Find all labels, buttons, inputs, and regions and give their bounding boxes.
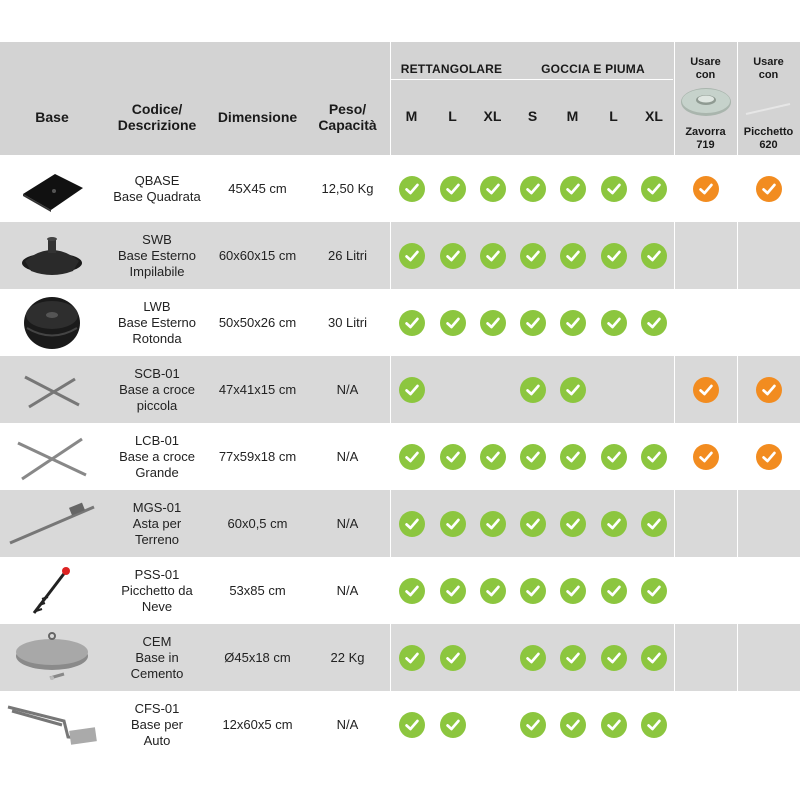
use-picchetto-title: Usare con <box>753 56 784 81</box>
large-cross-base-icon <box>0 423 104 490</box>
snow-spike-icon <box>0 557 104 624</box>
green-check-icon <box>399 310 425 336</box>
header-peso: Peso/ Capacità <box>318 101 377 133</box>
green-check-icon <box>560 243 586 269</box>
group-divider <box>390 79 673 80</box>
cell-dimensione: 53x85 cm <box>229 582 286 598</box>
car-base-icon <box>0 691 104 758</box>
green-check-icon <box>560 310 586 336</box>
square-base-icon <box>0 155 104 222</box>
green-check-icon <box>641 243 667 269</box>
green-check-icon <box>480 511 506 537</box>
green-check-icon <box>520 578 546 604</box>
green-check-icon <box>399 377 425 403</box>
green-check-icon <box>440 712 466 738</box>
orange-check-icon <box>693 377 719 403</box>
green-check-icon <box>440 578 466 604</box>
green-check-icon <box>520 377 546 403</box>
cell-codice: MGS-01 Asta per Terreno <box>132 499 182 547</box>
green-check-icon <box>399 176 425 202</box>
green-check-icon <box>520 176 546 202</box>
use-zavorra-product: Zavorra 719 <box>685 126 726 151</box>
cell-dimensione: 60x60x15 cm <box>218 247 297 263</box>
green-check-icon <box>520 511 546 537</box>
zavorra-ring-icon <box>680 86 732 118</box>
header-base: Base <box>35 109 69 125</box>
cell-peso: 12,50 Kg <box>321 180 374 196</box>
green-check-icon <box>560 444 586 470</box>
green-check-icon <box>440 176 466 202</box>
green-check-icon <box>641 511 667 537</box>
cell-dimensione: 77x59x18 cm <box>218 448 297 464</box>
green-check-icon <box>641 310 667 336</box>
green-check-icon <box>440 645 466 671</box>
cell-peso: 26 Litri <box>327 247 368 263</box>
green-check-icon <box>560 645 586 671</box>
cell-peso: N/A <box>336 381 359 397</box>
green-check-icon <box>641 578 667 604</box>
table-header <box>0 42 800 155</box>
green-check-icon <box>601 511 627 537</box>
use-picchetto-product: Picchetto 620 <box>743 126 794 151</box>
table-row <box>0 155 800 222</box>
cell-codice: PSS-01 Picchetto da Neve <box>121 566 193 614</box>
green-check-icon <box>601 578 627 604</box>
size-header-goccia-s: S <box>527 108 538 124</box>
cell-peso: N/A <box>336 515 359 531</box>
size-header-rett-l: L <box>448 108 457 124</box>
green-check-icon <box>520 645 546 671</box>
use-zavorra-title: Usare con <box>690 56 721 81</box>
cell-codice: SCB-01 Base a croce piccola <box>119 365 195 413</box>
green-check-icon <box>399 243 425 269</box>
table-row <box>0 557 800 624</box>
header-dimensione: Dimensione <box>217 109 298 125</box>
group-rettangolare: RETTANGOLARE <box>400 62 503 76</box>
green-check-icon <box>601 310 627 336</box>
green-check-icon <box>560 377 586 403</box>
round-water-base-icon <box>0 289 104 356</box>
green-check-icon <box>440 511 466 537</box>
cell-peso: N/A <box>336 582 359 598</box>
orange-check-icon <box>756 176 782 202</box>
cell-dimensione: 12x60x5 cm <box>222 716 293 732</box>
table-row <box>0 624 800 691</box>
small-cross-base-icon <box>0 356 104 423</box>
table-row <box>0 356 800 423</box>
green-check-icon <box>601 243 627 269</box>
green-check-icon <box>520 310 546 336</box>
green-check-icon <box>560 176 586 202</box>
green-check-icon <box>641 712 667 738</box>
green-check-icon <box>399 712 425 738</box>
green-check-icon <box>641 176 667 202</box>
green-check-icon <box>520 243 546 269</box>
cell-peso: 22 Kg <box>330 649 365 665</box>
green-check-icon <box>601 712 627 738</box>
orange-check-icon <box>756 444 782 470</box>
cell-dimensione: Ø45x18 cm <box>224 649 291 665</box>
cell-dimensione: 60x0,5 cm <box>227 515 288 531</box>
cell-peso: N/A <box>336 716 359 732</box>
green-check-icon <box>641 645 667 671</box>
size-header-rett-xl: XL <box>483 108 502 124</box>
size-header-goccia-xl: XL <box>645 108 663 124</box>
green-check-icon <box>440 310 466 336</box>
green-check-icon <box>399 578 425 604</box>
green-check-icon <box>480 444 506 470</box>
cell-peso: 30 Litri <box>327 314 368 330</box>
green-check-icon <box>480 310 506 336</box>
green-check-icon <box>601 176 627 202</box>
green-check-icon <box>399 444 425 470</box>
cement-base-icon <box>0 624 104 691</box>
green-check-icon <box>440 243 466 269</box>
cell-dimensione: 47x41x15 cm <box>218 381 297 397</box>
table-row <box>0 490 800 557</box>
green-check-icon <box>560 712 586 738</box>
orange-check-icon <box>693 444 719 470</box>
stackable-water-base-icon <box>0 222 104 289</box>
column-divider <box>674 42 675 758</box>
green-check-icon <box>480 578 506 604</box>
size-header-goccia-l: L <box>609 108 618 124</box>
green-check-icon <box>601 444 627 470</box>
cell-codice: CFS-01 Base per Auto <box>130 700 184 748</box>
green-check-icon <box>399 511 425 537</box>
green-check-icon <box>560 578 586 604</box>
green-check-icon <box>560 511 586 537</box>
header-codice: Codice/ Descrizione <box>117 101 197 133</box>
table-row <box>0 691 800 758</box>
green-check-icon <box>601 645 627 671</box>
cell-peso: N/A <box>336 448 359 464</box>
table-row <box>0 289 800 356</box>
table-row <box>0 222 800 289</box>
orange-check-icon <box>693 176 719 202</box>
table-row <box>0 423 800 490</box>
green-check-icon <box>440 444 466 470</box>
orange-check-icon <box>756 377 782 403</box>
cell-codice: LWB Base Esterno Rotonda <box>117 298 197 346</box>
green-check-icon <box>520 444 546 470</box>
column-divider <box>737 42 738 758</box>
size-header-rett-m: M <box>405 108 418 124</box>
cell-codice: CEM Base in Cemento <box>130 633 184 681</box>
cell-codice: QBASE Base Quadrata <box>113 172 201 204</box>
cell-dimensione: 45X45 cm <box>228 180 287 196</box>
group-goccia-piuma: GOCCIA E PIUMA <box>541 62 645 76</box>
green-check-icon <box>641 444 667 470</box>
column-divider <box>390 42 391 758</box>
green-check-icon <box>480 176 506 202</box>
cell-codice: SWB Base Esterno Impilabile <box>117 231 197 279</box>
green-check-icon <box>480 243 506 269</box>
picchetto-pin-icon <box>744 100 794 120</box>
cell-dimensione: 50x50x26 cm <box>218 314 297 330</box>
cell-codice: LCB-01 Base a croce Grande <box>119 432 195 480</box>
green-check-icon <box>520 712 546 738</box>
green-check-icon <box>399 645 425 671</box>
ground-spike-icon <box>0 490 104 557</box>
size-header-goccia-m: M <box>566 108 579 124</box>
